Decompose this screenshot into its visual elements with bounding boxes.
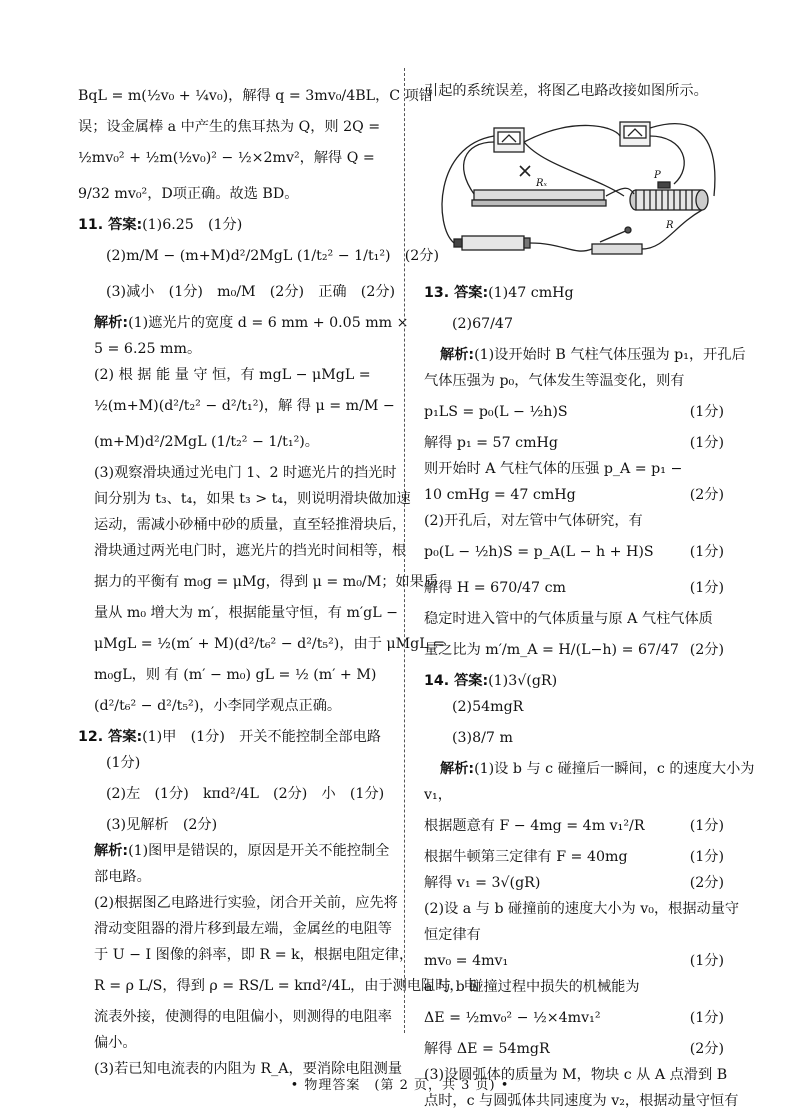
text-line: 滑动变阻器的滑片移到最左端，金属丝的电阻等: [94, 921, 392, 937]
text-row: [424, 948, 724, 974]
text-line: 偏小。: [94, 1035, 137, 1051]
row-text: 恒定律有: [424, 927, 481, 943]
text-line: (d²/t₆² − d²/t₅²)，小李同学观点正确。: [94, 698, 342, 714]
row-text: (2)设 a 与 b 碰撞前的速度大小为 v₀，根据动量守: [424, 901, 740, 917]
text-row: [424, 632, 724, 668]
q14-analysis-line: [424, 756, 755, 782]
text-line: (2)根据图乙电路进行实验，闭合开关前，应先将: [94, 895, 398, 911]
text-row: [424, 482, 724, 508]
row-text: 则开始时 A 气柱气体的压强 p_A = p₁ −: [424, 461, 683, 477]
text-row: [424, 1036, 724, 1062]
row-score: (1分): [689, 544, 724, 560]
answer-part-2: (2)54mgR: [452, 699, 524, 715]
row-score: (2分): [689, 1041, 724, 1057]
answer-part-2: (2)左 (1分) kπd²/4L (2分) 小 (1分): [106, 786, 385, 802]
row-text: 解得 ΔE = 54mgR: [424, 1041, 550, 1057]
row-text: 解得 H = 670/47 cm: [424, 580, 566, 596]
circuit-diagram: [424, 106, 724, 274]
row-text: (2)开孔后，对左管中气体研究，有: [424, 513, 643, 529]
analysis-label: 解析:: [94, 843, 129, 859]
row-score: (2分): [689, 875, 724, 891]
answer-label: 12. 答案:: [78, 729, 143, 745]
text-row: [424, 896, 740, 922]
q12-analysis-line: [78, 838, 396, 864]
row-text: 解得 v₁ = 3√(gR): [424, 875, 541, 891]
text-line: R = ρ L/S，得到 ρ = RS/L = kπd²/4L，由于测电阻时，电: [94, 978, 478, 994]
answer-part-3: (3)见解析 (2分): [106, 817, 218, 833]
text-line: 流表外接，使测得的电阻偏小，则测得的电阻率: [94, 1009, 392, 1025]
answer-part-1: (1)3√(gR): [488, 673, 558, 689]
row-score: (2分): [689, 642, 724, 658]
text-line: 部电路。: [94, 869, 151, 885]
row-text: (3)设圆弧体的质量为 M，物块 c 从 A 点滑到 B: [424, 1067, 728, 1083]
row-score: (1分): [689, 849, 724, 865]
row-text: 量之比为 m′/m_A = H/(L−h) = 67/47: [424, 642, 679, 658]
text-row: [424, 394, 724, 430]
text-line: 误；设金属棒 a 中产生的焦耳热为 Q，则 2Q =: [78, 119, 381, 135]
text-line: (1)遮光片的宽度 d = 6 mm + 0.05 mm ×: [128, 315, 409, 331]
text-row: [424, 782, 724, 808]
q12-answer: [78, 724, 396, 750]
q14-answer: [424, 668, 724, 694]
text-row: [424, 922, 724, 948]
text-line: (3)若已知电流表的内阻为 R_A，要消除电阻测量: [94, 1061, 403, 1077]
row-text: 点时，c 与圆弧体共同速度为 v₂，根据动量守恒有: [424, 1093, 739, 1109]
answer-part-1: (1)甲 (1分) 开关不能控制全部电路: [142, 729, 381, 745]
q13-analysis-line: [424, 342, 746, 368]
text-line: (m+M)d²/2MgL (1/t₂² − 1/t₁²)。: [94, 434, 319, 450]
rheostat-r-label: R: [666, 220, 674, 231]
row-text: v₁，: [424, 787, 452, 803]
row-score: (1分): [689, 580, 724, 596]
text-line: 9/32 mv₀²，D项正确。故选 BD。: [78, 186, 299, 202]
answer-label: 13. 答案:: [424, 285, 489, 301]
text-line: (1)设开始时 B 气柱气体压强为 p₁，开孔后: [474, 347, 746, 363]
row-text: p₀(L − ½h)S = p_A(L − h + H)S: [424, 544, 654, 560]
column-divider: [404, 68, 405, 1033]
text-row: [424, 1000, 724, 1036]
text-line: 5 = 6.25 mm。: [94, 341, 202, 357]
answer-part-1-cont: (1分): [106, 755, 141, 771]
row-text: 气体压强为 p₀，气体发生等温变化，则有: [424, 373, 685, 389]
q11-analysis-line: [78, 310, 409, 336]
text-row: [424, 844, 724, 870]
answer-part-2: (2)m/M − (m+M)d²/2MgL (1/t₂² − 1/t₁²) (2分): [106, 248, 440, 264]
text-line: 运动，需减小砂桶中砂的质量，直至轻推滑块后，: [94, 517, 407, 533]
text-row: [424, 534, 724, 570]
row-score: (1分): [689, 953, 724, 969]
analysis-label: 解析:: [440, 761, 475, 777]
text-line: μMgL = ½(m′ + M)(d²/t₆² − d²/t₅²)，由于 μMgL =: [94, 636, 446, 652]
text-line: 引起的系统误差，将图乙电路改接如图所示。: [424, 83, 708, 99]
text-line: 于 U − I 图像的斜率，即 R = k，根据电阻定律，: [94, 947, 414, 963]
text-line: ½mv₀² + ½m(½v₀)² − ½×2mv²，解得 Q =: [78, 150, 375, 166]
text-line: 间分别为 t₃、t₄，如果 t₃ > t₄，则说明滑块做加速: [94, 491, 411, 507]
q11-answer: [78, 212, 396, 238]
circuit-figure: [424, 106, 724, 274]
row-score: (1分): [689, 435, 724, 451]
text-line: (1)图甲是错误的，原因是开关不能控制全: [128, 843, 390, 859]
analysis-label: 解析:: [94, 315, 129, 331]
text-line: (2) 根 据 能 量 守 恒，有 mgL − μMgL =: [94, 367, 371, 383]
row-text: a 与 b 碰撞过程中损失的机械能为: [424, 979, 640, 995]
answer-part-2: (2)67/47: [452, 316, 513, 332]
text-line: 量从 m₀ 增大为 m′，根据能量守恒，有 m′gL −: [94, 605, 399, 621]
text-line: 据力的平衡有 m₀g = μMg，得到 μ = m₀/M；如果质: [94, 574, 438, 590]
answer-part-1: (1)47 cmHg: [488, 285, 574, 301]
row-text: 根据题意有 F − 4mg = 4m v₁²/R: [424, 818, 645, 834]
row-text: mv₀ = 4mv₁: [424, 953, 509, 969]
row-text: ΔE = ½mv₀² − ½×4mv₁²: [424, 1010, 601, 1026]
q13-answer: [424, 280, 724, 306]
row-text: 根据牛顿第三定律有 F = 40mg: [424, 849, 628, 865]
text-row: [424, 870, 724, 896]
answer-part-3: (3)减小 (1分) m₀/M (2分) 正确 (2分): [106, 284, 396, 300]
row-text: 10 cmHg = 47 cmHg: [424, 487, 576, 503]
text-row: [424, 570, 724, 606]
text-line: 滑块通过两光电门时，遮光片的挡光时间相等，根: [94, 543, 407, 559]
text-row: [424, 368, 724, 394]
row-score: (1分): [689, 818, 724, 834]
row-score: (1分): [689, 1010, 724, 1026]
row-text: 稳定时进入管中的气体质量与原 A 气柱气体质: [424, 611, 713, 627]
slider-p-label: P: [654, 170, 661, 181]
text-line: BqL = m(½v₀ + ¼v₀)，解得 q = 3mv₀/4BL，C 项错: [78, 88, 433, 104]
text-row: [424, 974, 724, 1000]
text-row: [424, 606, 724, 632]
text-line: (1)设 b 与 c 碰撞后一瞬间，c 的速度大小为: [474, 761, 755, 777]
page-footer: • 物理答案 (第 2 页，共 3 页) •: [290, 1078, 510, 1093]
row-text: p₁LS = p₀(L − ½h)S: [424, 404, 568, 420]
row-score: (2分): [689, 487, 724, 503]
answer-part-1: (1)6.25 (1分): [142, 217, 243, 233]
row-score: (1分): [689, 404, 724, 420]
text-row: [424, 430, 724, 456]
rx-label: Rₓ: [536, 178, 548, 189]
answer-label: 14. 答案:: [424, 673, 489, 689]
text-line: (3)观察滑块通过光电门 1、2 时遮光片的挡光时: [94, 465, 397, 481]
text-row: [424, 508, 724, 534]
text-row: [424, 456, 724, 482]
analysis-label: 解析:: [440, 347, 475, 363]
text-line: ½(m+M)(d²/t₂² − d²/t₁²)，解 得 μ = m/M −: [94, 398, 395, 414]
text-line: m₀gL，则 有 (m′ − m₀) gL = ½ (m′ + M): [94, 667, 377, 683]
text-row: [424, 808, 724, 844]
right-column: [424, 78, 755, 1114]
row-text: 解得 p₁ = 57 cmHg: [424, 435, 558, 451]
answer-label: 11. 答案:: [78, 217, 143, 233]
answer-part-3: (3)8/7 m: [452, 730, 513, 746]
